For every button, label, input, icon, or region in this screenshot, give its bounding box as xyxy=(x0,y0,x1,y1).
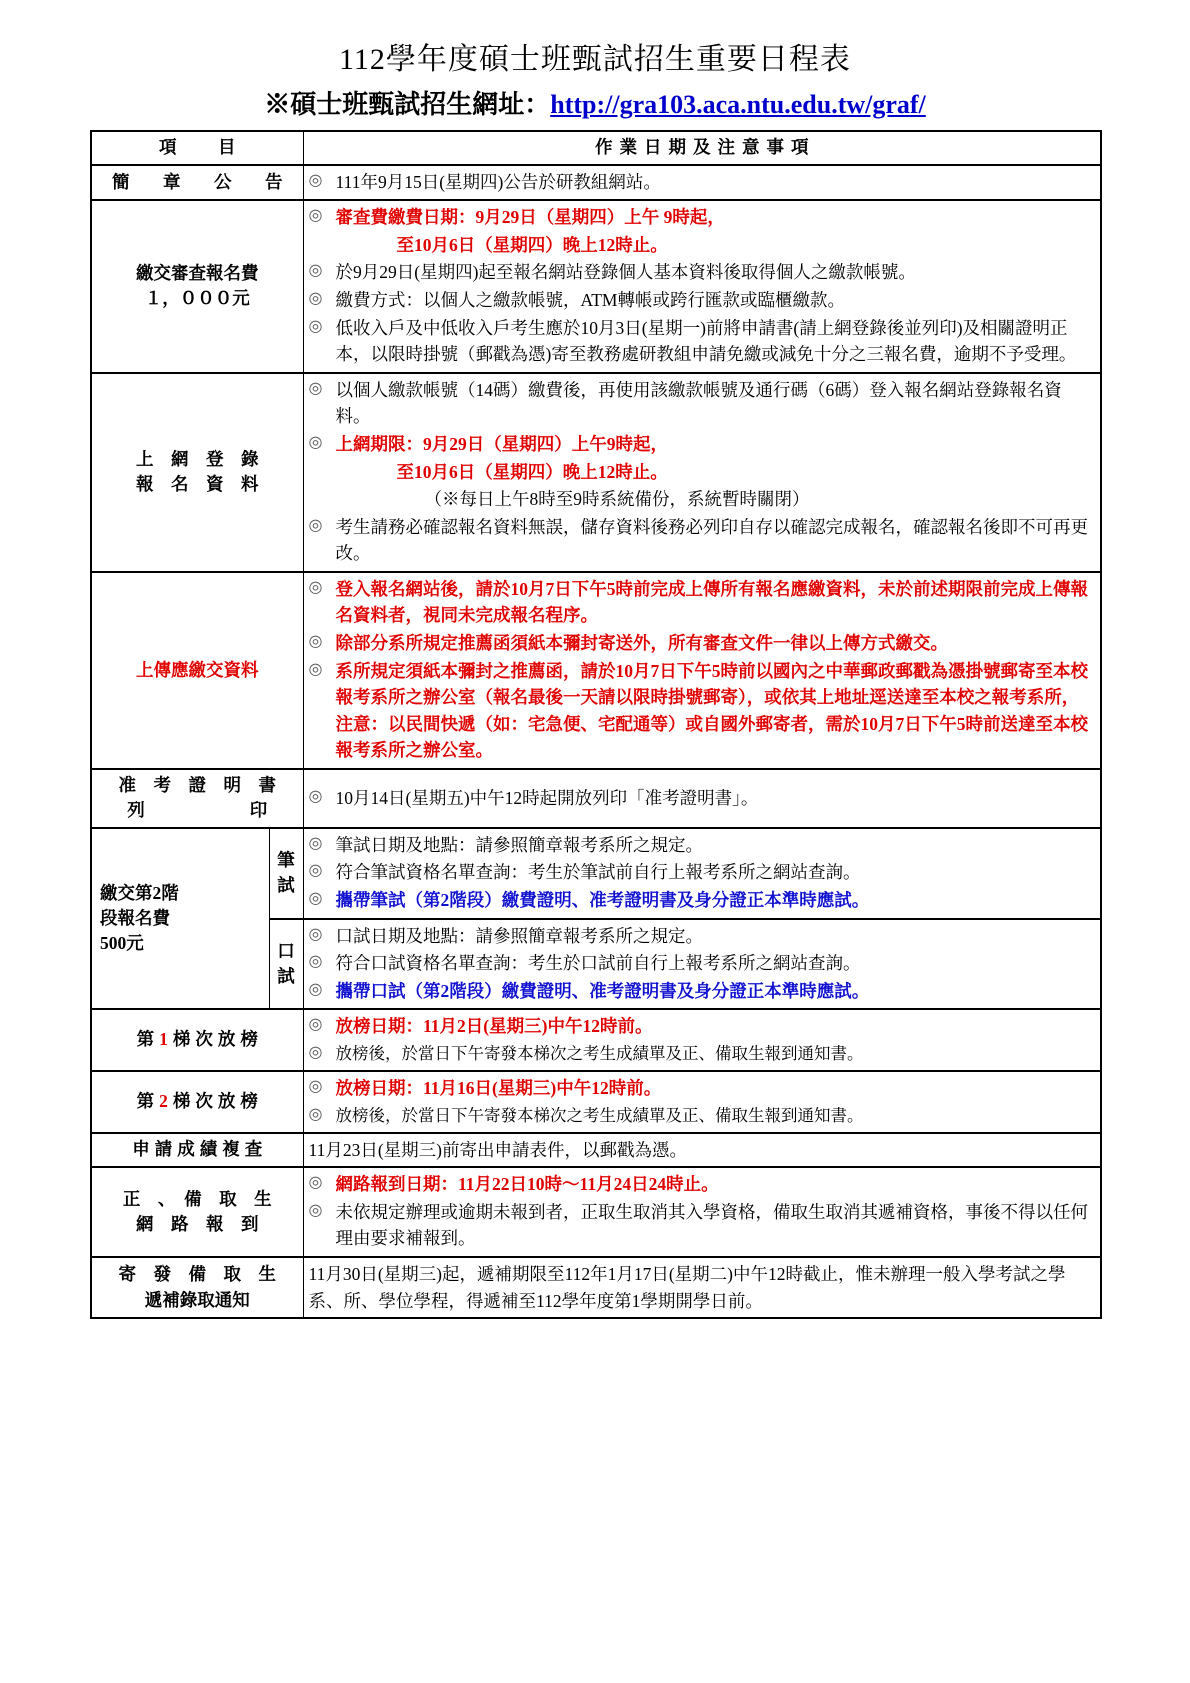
circle-bullet-icon: ◎ xyxy=(308,925,323,943)
list-item-text: 筆試日期及地點：請參照簡章報考系所之規定。 xyxy=(335,834,703,855)
row-label-online-registration xyxy=(91,373,303,572)
list-item xyxy=(309,1199,1096,1252)
row-label-line2: 遞補錄取通知 xyxy=(144,1289,250,1310)
row-body-online-checkin xyxy=(303,1167,1101,1257)
circle-bullet-icon: ◎ xyxy=(308,1201,323,1219)
label-suffix: 梯次放榜 xyxy=(172,1029,263,1050)
circle-bullet-icon: ◎ xyxy=(308,834,323,852)
list-item-text: 攜帶口試（第2階段）繳費證明、准考證明書及身分證正本準時應試。 xyxy=(335,980,870,1001)
sub-label-oral-char2: 試 xyxy=(277,965,295,986)
sub-label-written-exam xyxy=(269,828,303,919)
table-row xyxy=(91,200,1101,373)
row-label-line2: 段報名費 xyxy=(100,907,170,928)
row-body-review-fee xyxy=(303,200,1101,373)
circle-bullet-icon: ◎ xyxy=(308,262,323,280)
schedule-table xyxy=(90,130,1102,1319)
row-body-announcement xyxy=(303,165,1101,201)
table-row xyxy=(91,769,1101,828)
circle-bullet-icon: ◎ xyxy=(308,889,323,907)
table-row xyxy=(91,1009,1101,1071)
list-item xyxy=(309,315,1096,368)
website-label: ※碩士班甄試招生網址： xyxy=(264,90,551,119)
label-suffix: 梯次放榜 xyxy=(172,1091,263,1112)
circle-bullet-icon: ◎ xyxy=(308,862,323,880)
row-body-written-exam xyxy=(303,828,1101,919)
table-row xyxy=(91,1133,1101,1168)
list-item xyxy=(309,1171,1096,1198)
list-item-continuation xyxy=(309,459,1096,486)
list-item-text: 審查費繳費日期：9月29日（星期四）上午 9時起， xyxy=(335,207,725,228)
list-item-text: 符合口試資格名單查詢：考生於口試前自行上報考系所之網站查詢。 xyxy=(335,953,861,974)
list-item-text: 未依規定辦理或逾期未報到者，正取生取消其入學資格，備取生取消其遞補資格，事後不得以任何理由要求補報到。 xyxy=(335,1201,1088,1249)
list-item xyxy=(309,576,1096,629)
row-label-line2: 列 印 xyxy=(127,800,268,821)
circle-bullet-icon: ◎ xyxy=(308,317,323,335)
list-item-continuation xyxy=(309,232,1096,259)
row-body-admission-certificate xyxy=(303,769,1101,828)
row-label-score-review: 申請成績複查 xyxy=(91,1133,303,1168)
table-row xyxy=(91,1071,1101,1133)
admissions-website-line xyxy=(90,78,1100,130)
row-label-announcement: 簡 章 公 告 xyxy=(91,165,303,201)
table-row xyxy=(91,373,1101,572)
row-label-second-batch-results xyxy=(91,1071,303,1133)
list-item-text: 除部分系所規定推薦函須紙本彌封寄送外，所有審查文件一律以上傳方式繳交。 xyxy=(335,633,948,654)
circle-bullet-icon: ◎ xyxy=(308,1043,323,1061)
list-item xyxy=(309,287,1096,314)
list-item xyxy=(309,1013,1096,1040)
list-item xyxy=(309,950,1096,977)
row-body-waitlist-notice xyxy=(303,1257,1101,1318)
list-item-text: 111年9月15日(星期四)公告於研教組網站。 xyxy=(335,171,661,192)
row-label-line1: 上 網 登 錄 xyxy=(136,448,259,469)
batch-number: 1 xyxy=(159,1029,173,1050)
circle-bullet-icon: ◎ xyxy=(308,207,323,225)
list-item xyxy=(309,658,1096,764)
list-item xyxy=(309,431,1096,458)
row-label-line1: 繳交第2階 xyxy=(100,882,179,903)
table-row xyxy=(91,165,1101,201)
list-item xyxy=(309,785,1096,812)
list-item-text: 以個人繳款帳號（14碼）繳費後，再使用該繳款帳號及通行碼（6碼）登入報名網站登錄報名資料。 xyxy=(335,379,1062,427)
batch-number: 2 xyxy=(159,1091,173,1112)
row-label-line1: 寄 發 備 取 生 xyxy=(118,1264,276,1285)
list-item-text: 10月14日(星期五)中午12時起開放列印「准考證明書」。 xyxy=(335,787,759,808)
page-title: 112學年度碩士班甄試招生重要日程表 xyxy=(339,43,851,76)
row-label-line2: １，０００元 xyxy=(144,288,250,309)
list-item-text: 系所規定須紙本彌封之推薦函，請於10月7日下午5時前以國內之中華郵政郵戳為憑掛號郵寄至本校報考系所之辦公室（報名最後一天請以限時掛號郵寄），或依其上地址逕送達至本校之報考系所，注意：以民間快遞（如：宅急便、宅配通等）或自國外郵寄者，需於10月7日下午5時前送達至本校報考系所之辦公室。 xyxy=(335,660,1088,761)
circle-bullet-icon: ◎ xyxy=(308,578,323,596)
sub-label-oral-exam xyxy=(269,919,303,1010)
admissions-website-link[interactable]: http://gra103.aca.ntu.edu.tw/graf/ xyxy=(550,90,926,119)
circle-bullet-icon: ◎ xyxy=(308,171,323,189)
list-item xyxy=(309,204,1096,231)
list-item xyxy=(309,514,1096,567)
table-header-row xyxy=(91,131,1101,164)
list-item-text: 放榜日期：11月16日(星期三)中午12時前。 xyxy=(335,1078,662,1099)
list-item xyxy=(309,259,1096,286)
list-item xyxy=(309,978,1096,1005)
list-item-text: 繳費方式：以個人之繳款帳號，ATM轉帳或跨行匯款或臨櫃繳款。 xyxy=(335,289,845,310)
list-item xyxy=(309,887,1096,914)
list-item-text: 放榜後，於當日下午寄發本梯次之考生成績單及正、備取生報到通知書。 xyxy=(335,1105,864,1125)
list-item-text: 放榜後，於當日下午寄發本梯次之考生成績單及正、備取生報到通知書。 xyxy=(335,1043,864,1063)
list-item xyxy=(309,1041,1096,1066)
list-item-text: 考生請務必確認報名資料無誤，儲存資料後務必列印自存以確認完成報名，確認報名後即不可再更改。 xyxy=(335,516,1088,564)
list-item xyxy=(309,169,1096,196)
circle-bullet-icon: ◎ xyxy=(308,1016,323,1034)
row-body-text: 11月30日(星期三)起，遞補期限至112年1月17日(星期二)中午12時截止，惟未辦理一般入學考試之學系、所、學位學程，得遞補至112學年度第1學期開學日前。 xyxy=(308,1264,1066,1311)
row-label-line3: 500元 xyxy=(100,933,144,954)
row-label-upload-documents: 上傳應繳交資料 xyxy=(91,572,303,769)
list-item-text: 網路報到日期：11月22日10時～11月24日24時止。 xyxy=(335,1174,719,1195)
row-label-line2: 報 名 資 料 xyxy=(136,474,259,495)
circle-bullet-icon: ◎ xyxy=(308,379,323,397)
row-label-line1: 准 考 證 明 書 xyxy=(118,775,276,796)
row-label-line1: 繳交審查報名費 xyxy=(136,263,259,284)
row-label-waitlist-notice xyxy=(91,1257,303,1318)
row-label-line1: 正 、 備 取 生 xyxy=(122,1188,272,1209)
circle-bullet-icon: ◎ xyxy=(308,289,323,307)
table-row xyxy=(91,828,1101,919)
sub-label-written-char2: 試 xyxy=(277,875,295,896)
list-item-text: 至10月6日（星期四）晚上12時止。 xyxy=(396,461,668,482)
row-label-line2: 網 路 報 到 xyxy=(136,1214,259,1235)
list-item-text: 至10月6日（星期四）晚上12時止。 xyxy=(396,234,668,255)
row-label-first-batch-results xyxy=(91,1009,303,1071)
list-item-text: 攜帶筆試（第2階段）繳費證明、准考證明書及身分證正本準時應試。 xyxy=(335,889,870,910)
table-row xyxy=(91,572,1101,769)
table-row xyxy=(91,1257,1101,1318)
circle-bullet-icon: ◎ xyxy=(308,1105,323,1123)
list-item xyxy=(309,1075,1096,1102)
row-body-online-registration xyxy=(303,373,1101,572)
row-label-admission-certificate xyxy=(91,769,303,828)
row-body-first-batch-results xyxy=(303,1009,1101,1071)
row-body-oral-exam xyxy=(303,919,1101,1010)
list-item xyxy=(309,832,1096,859)
row-label-online-checkin xyxy=(91,1167,303,1257)
list-item xyxy=(309,1103,1096,1128)
label-prefix: 第 xyxy=(136,1091,160,1112)
row-label-second-stage-fee xyxy=(91,828,269,1010)
circle-bullet-icon: ◎ xyxy=(308,953,323,971)
circle-bullet-icon: ◎ xyxy=(308,433,323,451)
list-item xyxy=(309,630,1096,657)
list-item-text: 放榜日期：11月2日(星期三)中午12時前。 xyxy=(335,1016,653,1037)
list-item-text: 登入報名網站後，請於10月7日下午5時前完成上傳所有報名應繳資料，未於前述期限前完成上傳報名資料者，視同未完成報名程序。 xyxy=(335,578,1088,626)
row-body-upload-documents xyxy=(303,572,1101,769)
circle-bullet-icon: ◎ xyxy=(308,1078,323,1096)
list-item xyxy=(309,923,1096,950)
circle-bullet-icon: ◎ xyxy=(308,787,323,805)
list-item xyxy=(309,859,1096,886)
circle-bullet-icon: ◎ xyxy=(308,633,323,651)
list-item-text: 符合筆試資格名單查詢：考生於筆試前自行上報考系所之網站查詢。 xyxy=(335,862,861,883)
list-item-text: 上網期限：9月29日（星期四）上午9時起， xyxy=(335,433,668,454)
table-row xyxy=(91,1167,1101,1257)
list-item-text: 於9月29日(星期四)起至報名網站登錄個人基本資料後取得個人之繳款帳號。 xyxy=(335,262,916,283)
circle-bullet-icon: ◎ xyxy=(308,516,323,534)
header-body-column: 作業日期及注意事項 xyxy=(303,131,1101,164)
row-body-second-batch-results xyxy=(303,1071,1101,1133)
row-body-score-review xyxy=(303,1133,1101,1168)
sub-label-written-char1: 筆 xyxy=(277,849,295,870)
label-prefix: 第 xyxy=(136,1029,160,1050)
list-item-note xyxy=(309,486,1096,513)
header-item-column: 項 目 xyxy=(91,131,303,164)
sub-label-oral-char1: 口 xyxy=(277,940,295,961)
row-body-text: 11月23日(星期三)前寄出申請表件，以郵戳為憑。 xyxy=(308,1139,688,1160)
list-item-text: （※每日上午8時至9時系統備份，系統暫時關閉） xyxy=(424,489,810,510)
list-item-text: 口試日期及地點：請參照簡章報考系所之規定。 xyxy=(335,925,703,946)
list-item-text: 低收入戶及中低收入戶考生應於10月3日(星期一)前將申請書(請上網登錄後並列印)及相關證明正本，以限時掛號（郵戳為憑)寄至教務處研教組申請免繳或減免十分之三報名費，逾期不予受理。 xyxy=(335,317,1077,365)
row-label-review-fee xyxy=(91,200,303,373)
circle-bullet-icon: ◎ xyxy=(308,660,323,678)
list-item xyxy=(309,377,1096,430)
circle-bullet-icon: ◎ xyxy=(308,980,323,998)
circle-bullet-icon: ◎ xyxy=(308,1174,323,1192)
